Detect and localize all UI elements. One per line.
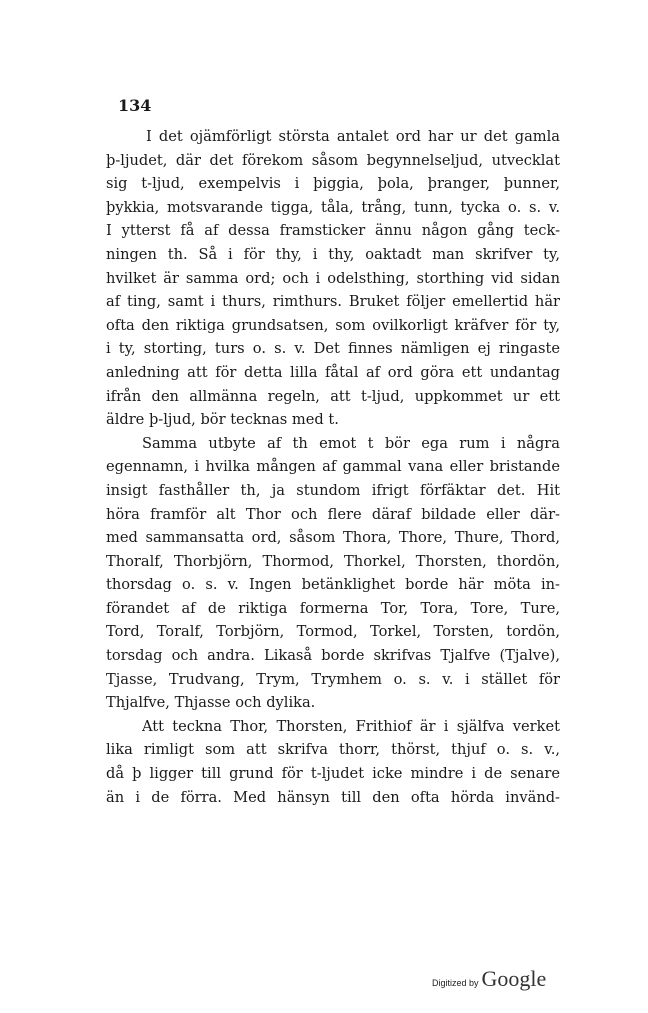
text-line: Thjalfve, Thjasse och dylika. — [106, 694, 316, 712]
text-line: insigt fasthåller th, ja stundom ifrigt förfäktar det. Hit — [106, 481, 560, 499]
text-line: ifrån den allmänna regeln, att t-ljud, uppkommet ur ett — [106, 387, 560, 405]
text-line: lika rimligt som att skrifva thorr, thörst, thjuf o. s. v., — [106, 741, 560, 759]
text-line: egennamn, i hvilka mången af gammal vana eller bristande — [106, 458, 560, 476]
text-line: Thoralf, Thorbjörn, Thormod, Thorkel, Thorsten, thordön, — [106, 552, 560, 570]
text-line: då þ ligger till grund för t-ljudet icke mindre i de senare — [106, 765, 560, 783]
text-line: Att teckna Thor, Thorsten, Frithiof är i själfva verket — [142, 717, 560, 735]
text-line: höra framför alt Thor och flere däraf bildade eller där- — [106, 505, 560, 523]
text-line: än i de förra. Med hänsyn till den ofta hörda invänd- — [106, 788, 560, 806]
text-line: Tord, Toralf, Torbjörn, Tormod, Torkel, Torsten, tordön, — [106, 623, 560, 641]
text-line: sig t-ljud, exempelvis i þiggia, þola, þranger, þunner, — [106, 175, 560, 193]
text-line: hvilket är samma ord; och i odelsthing, storthing vid sidan — [106, 269, 560, 287]
google-logo: Google — [481, 966, 547, 991]
text-line: i ty, storting, turs o. s. v. Det finnes nämligen ej ringaste — [106, 340, 560, 358]
digitized-by-label: Digitized by — [432, 978, 479, 988]
text-line: torsdag och andra. Likaså borde skrifvas Tjalfve (Tjalve), — [106, 647, 560, 665]
text-line: af ting, samt i thurs, rimthurs. Bruket följer emellertid här — [106, 293, 560, 311]
text-line: Samma utbyte af th emot t bör ega rum i några — [142, 434, 560, 452]
text-line: ningen th. Så i för thy, i thy, oaktadt man skrifver ty, — [106, 245, 560, 263]
body-text — [106, 125, 560, 809]
digitized-by-google-watermark — [432, 966, 546, 992]
text-line: þykkia, motsvarande tigga, tåla, trång, tunn, tycka o. s. v. — [106, 198, 560, 216]
text-line: anledning att för detta lilla fåtal af ord göra ett undantag — [106, 363, 560, 381]
text-line: ofta den riktiga grundsatsen, som ovilkorligt kräfver för ty, — [106, 316, 560, 334]
text-line: med sammansatta ord, såsom Thora, Thore, Thure, Thord, — [106, 529, 560, 547]
text-line: Tjasse, Trudvang, Trym, Trymhem o. s. v. i stället för — [106, 670, 560, 688]
text-line: þ-ljudet, där det förekom såsom begynnelseljud, utvecklat — [106, 151, 560, 169]
text-line: äldre þ-ljud, bör tecknas med t. — [106, 411, 339, 429]
page-number: 134 — [118, 96, 152, 115]
text-line: thorsdag o. s. v. Ingen betänklighet borde här möta in- — [106, 576, 560, 594]
text-line: I det ojämförligt största antalet ord har ur det gamla — [146, 128, 560, 145]
text-line: förandet af de riktiga formerna Tor, Tora, Tore, Ture, — [106, 599, 560, 617]
text-line: I ytterst få af dessa framsticker ännu någon gång teck- — [106, 222, 560, 240]
